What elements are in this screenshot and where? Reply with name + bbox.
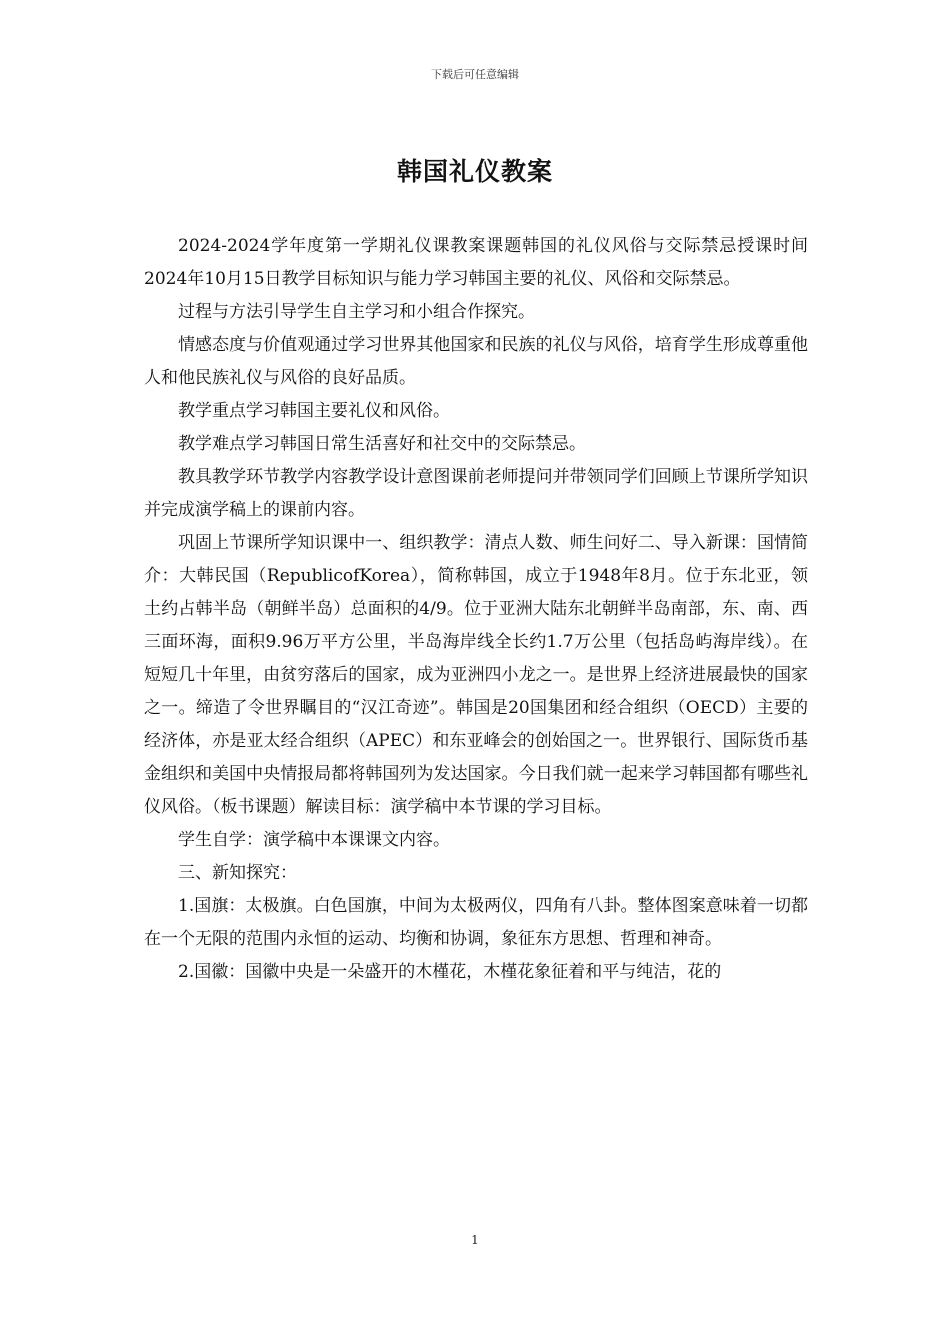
paragraph: 教学难点学习韩国日常生活喜好和社交中的交际禁忌。 [178, 434, 586, 454]
paragraph: 2024-2024学年度第一学期礼仪课教案课题韩国的礼仪风俗与交际禁忌授课时间2024年10月15日教学目标知识与能力学习韩国主要的礼仪、风俗和交际禁忌。 [144, 236, 808, 289]
document-title: 韩国礼仪教案 [396, 157, 553, 186]
paragraph: 情感态度与价值观通过学习世界其他国家和民族的礼仪与风俗，培育学生形成尊重他人和他民族礼仪与风俗的良好品质。 [144, 335, 808, 388]
document-body [144, 230, 808, 989]
paragraph: 教学重点学习韩国主要礼仪和风俗。 [178, 401, 450, 421]
paragraph: 1.国旗：太极旗。白色国旗，中间为太极两仪，四角有八卦。整体图案意味着一切都在一个无限的范围内永恒的运动、均衡和协调，象征东方思想、哲理和神奇。 [144, 896, 808, 949]
paragraph: 2.国徽：国徽中央是一朵盛开的木槿花，木槿花象征着和平与纯洁，花的 [178, 962, 722, 982]
paragraph: 教具教学环节教学内容教学设计意图课前老师提问并带领同学们回顾上节课所学知识并完成演学稿上的课前内容。 [144, 467, 808, 520]
paragraph: 三、新知探究： [178, 863, 297, 883]
paragraph: 学生自学：演学稿中本课课文内容。 [178, 830, 450, 850]
header-note: 下载后可任意编辑 [431, 68, 519, 81]
page-number: 1 [471, 1233, 479, 1247]
paragraph: 过程与方法引导学生自主学习和小组合作探究。 [178, 302, 535, 322]
paragraph: 巩固上节课所学知识课中一、组织教学：清点人数、师生问好二、导入新课：国情简介：大韩民国（RepublicofKorea），简称韩国，成立于1948年8月。位于东北亚，领土约占韩半岛（朝鲜半岛）总面积的4/9。位于亚洲大陆东北朝鲜半岛南部，东、南、西三面环海，面积9.96万平方公里，半岛海岸线全长约1.7万公里（包括岛屿海岸线）。在短短几十年里，由贫穷落后的国家，成为亚洲四小龙之一。是世界上经济进展最快的国家之一。缔造了令世界瞩目的“汉江奇迹”。韩国是20国集团和经合组织（OECD）主要的经济体，亦是亚太经合组织（APEC）和东亚峰会的创始国之一。世界银行、国际货币基金组织和美国中央情报局都将韩国列为发达国家。今日我们就一起来学习韩国都有哪些礼仪风俗。（板书课题）解读目标：演学稿中本节课的学习目标。 [144, 533, 808, 817]
